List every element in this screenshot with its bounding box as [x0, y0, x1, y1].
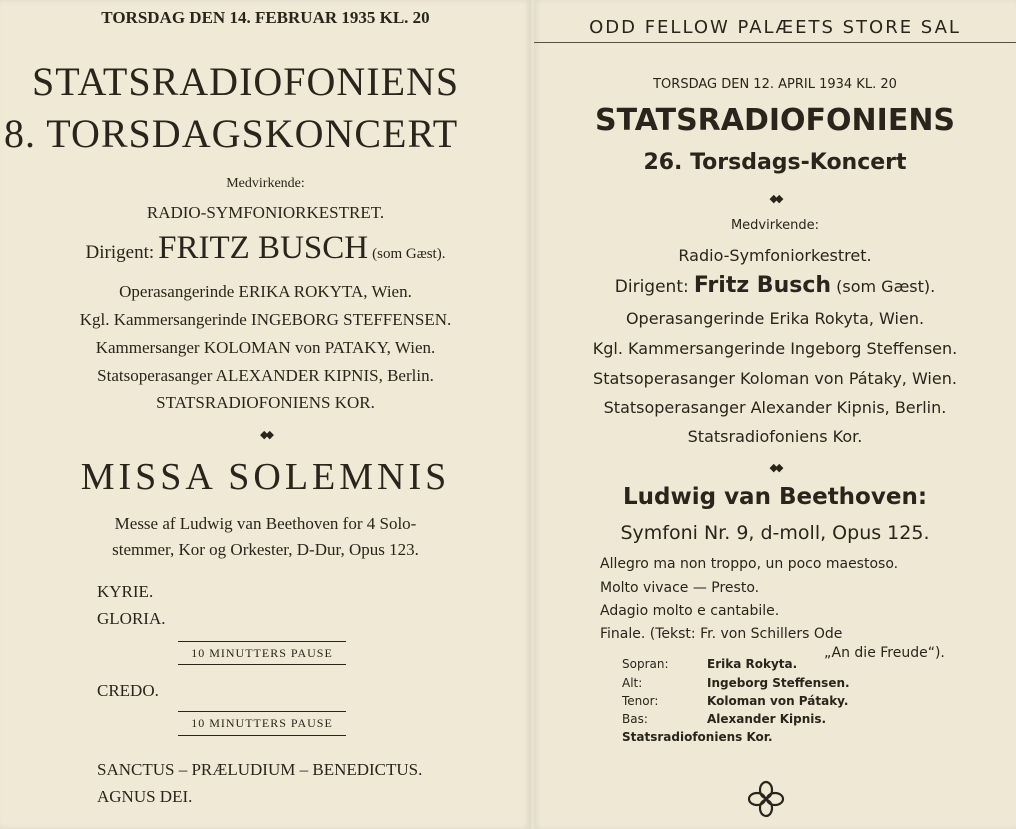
cast-role-4: Bas:: [622, 712, 648, 726]
right-conductor-name: Fritz Busch: [693, 273, 832, 298]
right-soloist-2: Kgl. Kammersangerinde Ingeborg Steffensen.: [592, 339, 958, 358]
right-participants-heading: Medvirkende:: [730, 218, 820, 233]
right-composer: Ludwig van Beethoven:: [622, 484, 928, 510]
right-title-line1: STATSRADIOFONIENS: [594, 103, 956, 138]
right-date: TORSDAG DEN 12. APRIL 1934 KL. 20: [653, 77, 897, 92]
right-movement-4-cont: „An die Freude“).: [824, 645, 945, 661]
left-conductor-name: FRITZ BUSCH: [158, 230, 369, 266]
left-conductor-prefix: Dirigent:: [85, 242, 155, 263]
right-movement-1: Allegro ma non troppo, un poco maestoso.: [600, 556, 899, 572]
left-conductor-suffix: (som Gæst).: [372, 246, 446, 262]
cast-role-1: Sopran:: [622, 657, 669, 671]
left-soloist-4: Statsoperasanger ALEXANDER KIPNIS, Berlin.: [97, 366, 434, 385]
left-orchestra: RADIO-SYMFONIORKESTRET.: [146, 203, 385, 222]
right-movement-2: Molto vivace — Presto.: [600, 580, 760, 596]
right-conductor-suffix: (som Gæst).: [836, 277, 936, 296]
cast-role-3: Tenor:: [622, 694, 659, 708]
left-title-line1: STATSRADIOFONIENS: [32, 59, 460, 104]
right-soloist-3: Statsoperasanger Koloman von Pátaky, Wien.: [593, 369, 957, 388]
left-movement-credo: CREDO.: [97, 681, 159, 700]
right-title-line2: 26. Torsdags-Koncert: [643, 150, 907, 175]
left-soloist-3: Kammersanger KOLOMAN von PATAKY, Wien.: [95, 338, 436, 357]
left-movement-gloria: GLORIA.: [97, 609, 166, 628]
cast-name-3: Koloman von Pátaky.: [707, 694, 849, 708]
left-movement-kyrie: KYRIE.: [97, 582, 154, 601]
right-orchestra: Radio-Symfoniorkestret.: [678, 246, 872, 265]
left-date: TORSDAG DEN 14. FEBRUAR 1935 KL. 20: [101, 8, 430, 27]
right-soloist-1: Operasangerinde Erika Rokyta, Wien.: [625, 309, 925, 328]
pause-rule-top: [178, 641, 346, 642]
left-separator-ornament: ◆◆: [260, 429, 271, 441]
left-work-desc-2: stemmer, Kor og Orkester, D-Dur, Opus 123.: [112, 540, 419, 559]
left-soloist-1: Operasangerinde ERIKA ROKYTA, Wien.: [119, 282, 412, 301]
pause-rule-bottom: [178, 664, 346, 665]
celtic-knot-ornament-icon: [745, 778, 787, 820]
right-soloist-4: Statsoperasanger Alexander Kipnis, Berlin.: [603, 398, 947, 417]
right-separator-ornament-2: ◆◆: [769, 461, 781, 474]
pause-rule-bottom: [178, 735, 346, 736]
right-movement-4: Finale. (Tekst: Fr. von Schillers Ode: [600, 626, 843, 642]
left-movement-agnus: AGNUS DEI.: [97, 787, 193, 806]
left-conductor-line: [0, 230, 531, 267]
right-movement-3: Adagio molto e cantabile.: [600, 603, 780, 619]
cast-name-1: Erika Rokyta.: [707, 657, 798, 671]
right-program-page: [534, 0, 1016, 829]
right-conductor-prefix: Dirigent:: [614, 277, 689, 297]
left-pause-2: 10 MINUTTERS PAUSE: [191, 716, 333, 730]
left-title-line2: 8. TORSDAGSKONCERT: [4, 111, 459, 156]
right-venue: ODD FELLOW PALÆETS STORE SAL: [589, 17, 961, 38]
left-participants-heading: Medvirkende:: [226, 176, 305, 191]
right-chorus: Statsradiofoniens Kor.: [687, 427, 863, 446]
cast-role-2: Alt:: [622, 676, 643, 690]
left-chorus: STATSRADIOFONIENS KOR.: [156, 393, 375, 412]
right-separator-ornament: ◆◆: [769, 192, 781, 205]
cast-name-2: Ingeborg Steffensen.: [707, 676, 850, 690]
left-work-desc-1: Messe af Ludwig van Beethoven for 4 Solo-: [114, 514, 417, 533]
cast-name-4: Alexander Kipnis.: [707, 712, 827, 726]
left-work-title: MISSA SOLEMNIS: [80, 456, 451, 498]
cast-chorus: Statsradiofoniens Kor.: [622, 730, 773, 744]
venue-underline: [534, 42, 1016, 43]
right-work: Symfoni Nr. 9, d-moll, Opus 125.: [620, 522, 930, 544]
left-soloist-2: Kgl. Kammersangerinde INGEBORG STEFFENSEN.: [79, 310, 452, 329]
left-pause-1: 10 MINUTTERS PAUSE: [191, 646, 333, 660]
right-conductor-line: [534, 273, 1016, 298]
left-movement-sanctus: SANCTUS – PRÆLUDIUM – BENEDICTUS.: [97, 760, 423, 779]
pause-rule-top: [178, 711, 346, 712]
